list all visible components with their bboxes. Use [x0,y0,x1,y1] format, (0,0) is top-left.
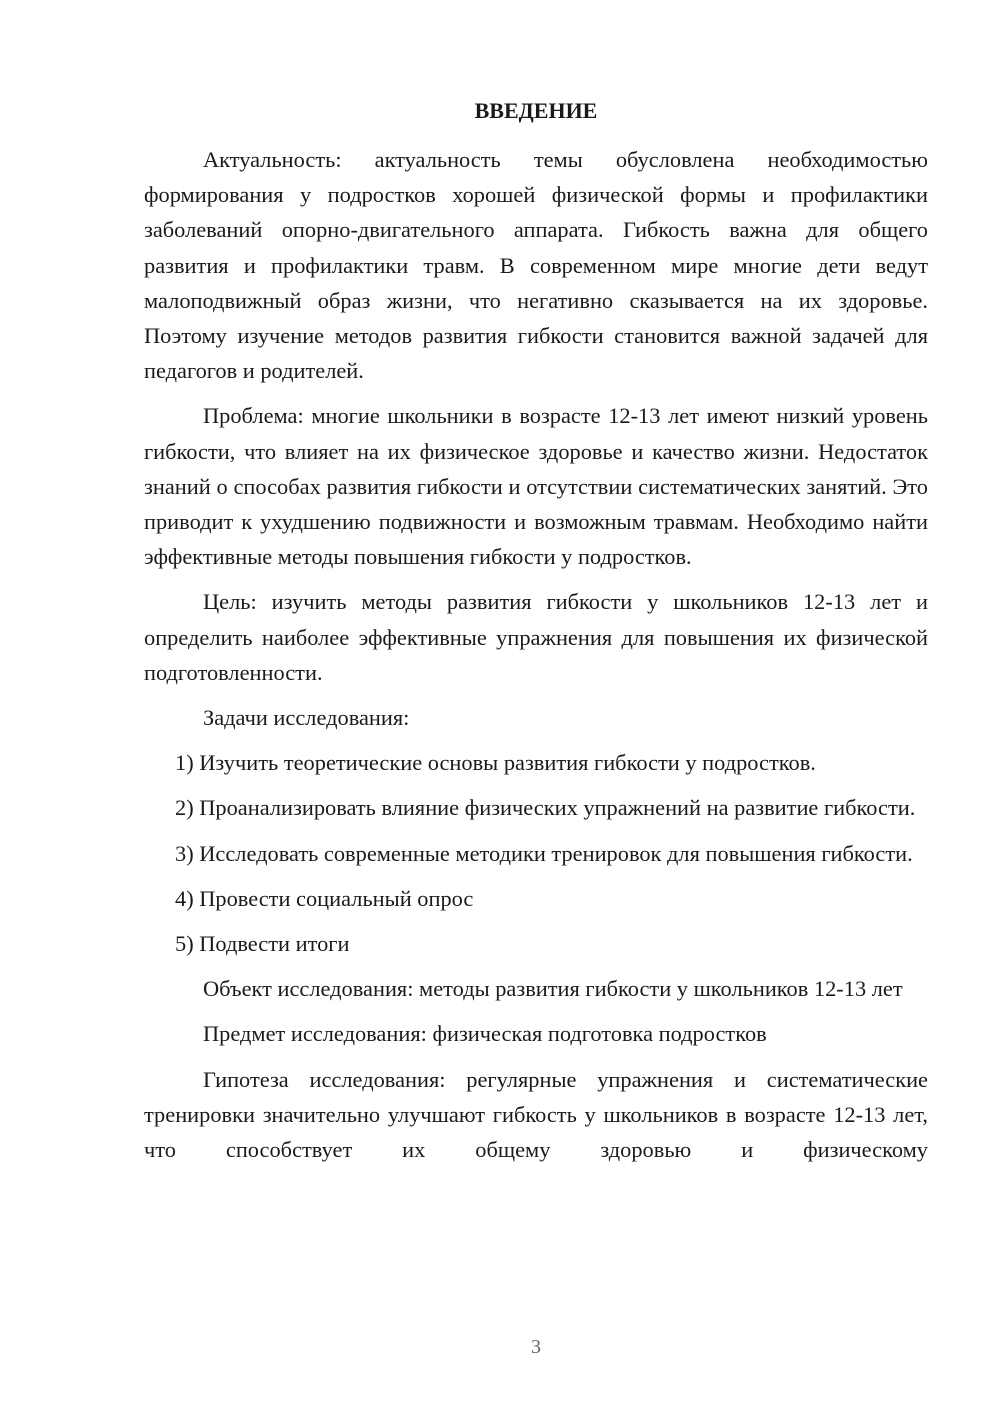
task-item-4: 4) Провести социальный опрос [175,885,474,911]
task-item-3: 3) Исследовать современные методики тренировок для повышения гибкости. [175,840,913,866]
task-item-5: 5) Подвести итоги [175,931,350,957]
goal-paragraph: Цель: изучить методы развития гибкости у школьников 12-13 лет и определить наиболее эффективные упражнения для повышения их физической подготовленности. [144,589,928,685]
relevance-paragraph: Актуальность: актуальность темы обусловлена необходимостью формирования у подростков хорошей физической формы и профилактики заболеваний опорно-двигательного аппарата. Гибкость важна для общего развития и профилактики травм. В современном мире многие дети ведут малоподвижный образ жизни, что негативно сказывается на их здоровье. Поэтому изучение методов развития гибкости становится важной задачей для педагогов и родителей. [144,147,928,384]
page-number: 3 [531,1336,541,1358]
problem-paragraph: Проблема: многие школьники в возрасте 12-13 лет имеют низкий уровень гибкости, что влияет на их физическое здоровье и качество жизни. Недостаток знаний о способах развития гибкости и отсутствии систематических занятий. Это приводит к ухудшению подвижности и возможным травмам. Необходимо найти эффективные методы повышения гибкости у подростков. [144,403,928,570]
task-item-1: 1) Изучить теоретические основы развития гибкости у подростков. [175,750,816,776]
task-item-2: 2) Проанализировать влияние физических упражнений на развитие гибкости. [175,795,916,821]
subject-paragraph: Предмет исследования: физическая подготовка подростков [203,1021,767,1047]
document-body [144,142,928,1177]
tasks-heading: Задачи исследования: [203,705,410,731]
page-title: ВВЕДЕНИЕ [474,98,598,123]
hypothesis-paragraph: Гипотеза исследования: регулярные упражнения и систематические тренировки значительно улучшают гибкость у школьников в возрасте 12-13 лет, что способствует их общему здоровью и физическому [144,1066,928,1163]
object-paragraph: Объект исследования: методы развития гибкости у школьников 12-13 лет [203,976,903,1002]
